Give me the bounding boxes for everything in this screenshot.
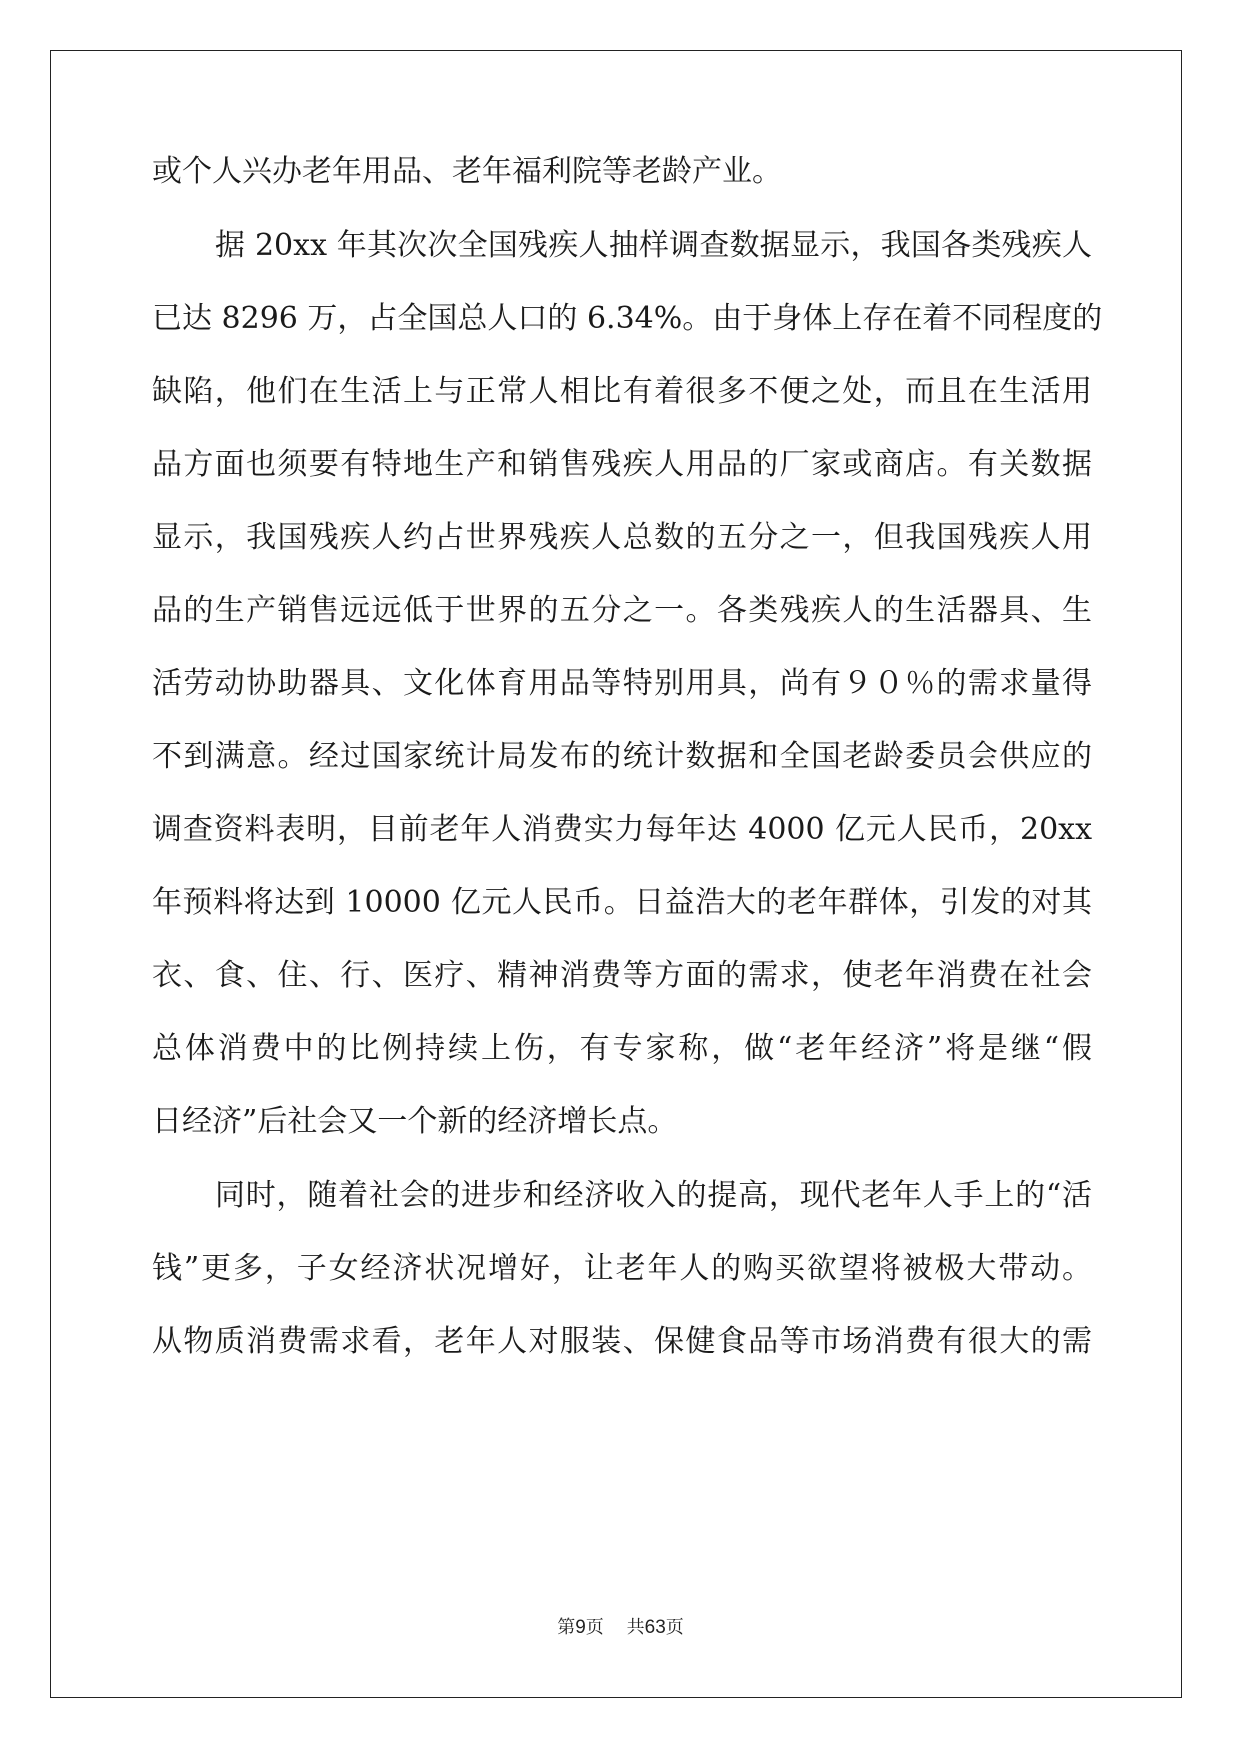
paragraph-line: 不到满意。经过国家统计局发布的统计数据和全国老龄委员会供应的 <box>152 739 1092 774</box>
paragraph-line: 钱”更多，子女经济状况增好，让老年人的购买欲望将被极大带动。 <box>152 1251 1092 1286</box>
paragraph-line: 显示，我国残疾人约占世界残疾人总数的五分之一，但我国残疾人用 <box>152 520 1092 555</box>
footer-total-prefix: 共 <box>626 1617 645 1638</box>
paragraph-line: 从物质消费需求看，老年人对服装、保健食品等市场消费有很大的需 <box>152 1324 1092 1359</box>
paragraph-line: 品的生产销售远远低于世界的五分之一。各类残疾人的生活器具、生 <box>152 593 1092 628</box>
footer-prefix: 第 <box>557 1617 576 1638</box>
paragraph-line: 品方面也须要有特地生产和销售残疾人用品的厂家或商店。有关数据 <box>152 447 1092 482</box>
page-footer <box>0 1613 1241 1639</box>
paragraph-line: 据 20xx 年其次次全国残疾人抽样调查数据显示，我国各类残疾人 <box>215 228 1092 263</box>
paragraph-line: 已达 8296 万，占全国总人口的 6.34%。由于身体上存在着不同程度的 <box>152 301 1103 336</box>
paragraph-line: 活劳动协助器具、文化体育用品等特别用具，尚有９０％的需求量得 <box>152 666 1092 701</box>
page-border <box>50 50 1182 1698</box>
footer-total-unit: 页 <box>665 1617 684 1638</box>
paragraph-line: 同时，随着社会的进步和经济收入的提高，现代老年人手上的“活 <box>215 1178 1092 1213</box>
paragraph-line: 总体消费中的比例持续上伤，有专家称，做“老年经济”将是继“假 <box>152 1031 1092 1066</box>
footer-page-unit: 页 <box>585 1617 604 1638</box>
paragraph-line: 年预料将达到 10000 亿元人民币。日益浩大的老年群体，引发的对其 <box>152 885 1092 920</box>
page-number: 9 <box>575 1617 586 1638</box>
total-pages: 63 <box>644 1617 666 1638</box>
paragraph-line: 衣、食、住、行、医疗、精神消费等方面的需求，使老年消费在社会 <box>152 958 1092 993</box>
paragraph-line: 调查资料表明，目前老年人消费实力每年达 4000 亿元人民币，20xx <box>152 812 1092 847</box>
paragraph-line: 或个人兴办老年用品、老年福利院等老龄产业。 <box>152 154 782 189</box>
paragraph-line: 日经济”后社会又一个新的经济增长点。 <box>152 1104 678 1139</box>
paragraph-line: 缺陷，他们在生活上与正常人相比有着很多不便之处，而且在生活用 <box>152 374 1092 409</box>
